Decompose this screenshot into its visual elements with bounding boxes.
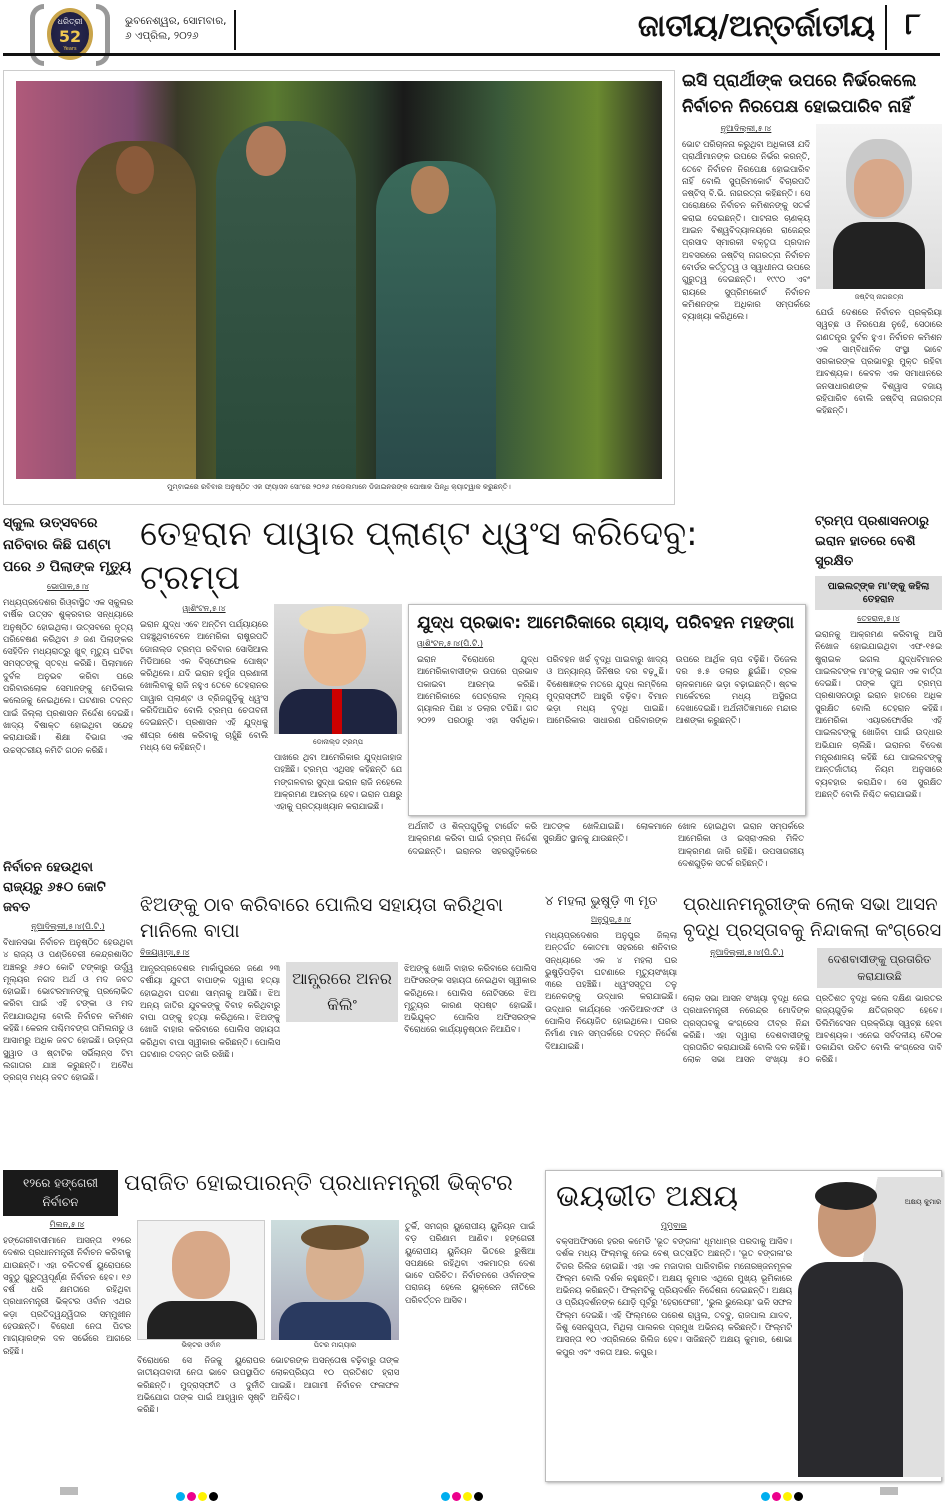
photo-caption: ଡୋନାଲ୍ଡ ଟ୍ରମ୍ପ: [312, 738, 364, 746]
main-body-2: ପାଖରେ ଥିବା ଆମେରିକାର ଯୁଦ୍ଧଜାହାଜ ପହଞ୍ଚିଛି। ଟ୍ରମ୍ପ ଏଥିସହ କହିଛନ୍ତି ଯେ ମଙ୍ଗଳବାର ସୁଦ୍ଧା ଇରାନ ରାଜି ନହେଲେ ଆକ୍ରମଣ ଆରମ୍ଭ ହେବ। ଇରାନ ପକ୍ଷରୁ ଏହାକୁ ପ୍ରତ୍ୟାଖ୍ୟାନ କରାଯାଇଛି।: [274, 752, 402, 812]
hungary-tag: ୧୨ରେ ହଙ୍ଗେରୀ ନିର୍ବାଚନ: [3, 1170, 118, 1216]
honor-box: ଆନ୍ଧ୍ରରେ ଅନର କିଲିଂ: [286, 962, 398, 1022]
collapse-story: [545, 892, 677, 1166]
trump-photo: [274, 604, 402, 734]
dateline: ଭୁବନେଶ୍ୱର, ସୋମବାର, ୬ ଏପ୍ରିଲ, ୨୦୨୬: [125, 15, 227, 42]
fashion-photo-frame: [3, 70, 675, 505]
war-impact-box: [408, 604, 806, 816]
portrait-caption: ଜଷ୍ଟିସ୍ ନାଗରତ୍ନା: [854, 293, 904, 301]
collapse-headline: ୪ ମହଲା ଭୁଷୁଡ଼ି ୩ ମୃତ: [545, 894, 658, 909]
ec-body-cont: ଯେଉଁ ଦେଶରେ ନିର୍ବାଚନ ପ୍ରକ୍ରିୟା ସ୍ୱଚ୍ଛ ଓ ନିରପେକ୍ଷ ନୁହେଁ, ସେଠାରେ ଗଣତନ୍ତ୍ର ଦୁର୍ବଳ ହୁଏ। ନିର୍ବାଚନ କମିଶନ ଏକ ସାମ୍ବିଧାନିକ ସଂସ୍ଥା ଭାବେ ସରକାରଙ୍କ ପ୍ରଭାବରୁ ମୁକ୍ତ ରହିବା ଆବଶ୍ୟକ। କେବଳ ଏକ ସମାଧାନରେ ଜନସାଧାରଣଙ୍କ ବିଶ୍ୱାସ ବଜାୟ ରହିପାରିବ ବୋଲି ଜଷ୍ଟିସ୍ ନାଗରତ୍ନା କହିଛନ୍ତି।: [816, 307, 942, 416]
main-body: ଇରାନ ଯୁଦ୍ଧ ଏବେ ଅନ୍ତିମ ପର୍ଯ୍ୟାୟରେ ପହଞ୍ଚୁଥିବାବେଳେ ଆମେରିକା ରାଷ୍ଟ୍ରପତି ଡୋନାଲ୍ଡ ଟ୍ରମ୍ପ ରବିବାର ସୋସିଆଲ ମିଡିଆରେ ଏକ ବିସ୍ଫୋରକ ପୋଷ୍ଟ କରିଥିଲେ। ଯଦି ଇରାନ ହର୍ମୁଜ ପ୍ରଣାଳୀ ଖୋଲିବାକୁ ରାଜି ନହୁଏ ତେବେ ତେହରାନର ପାୱାର ପ୍ଲାଣ୍ଟ ଓ ବ୍ରିଜଗୁଡ଼ିକୁ ଧ୍ୱଂସ କରିଦିଆଯିବ ବୋଲି ଟ୍ରମ୍ପ ଚେତାବନୀ ଦେଇଛନ୍ତି। ପ୍ରଶାସନ ଏହି ଯୁଦ୍ଧକୁ ଶୀଘ୍ର ଶେଷ କରିବାକୁ ଚାହୁଁଛି ବୋଲି ମଧ୍ୟ ସେ କହିଛନ୍ତି।: [140, 619, 268, 752]
photo-caption: ପିଟର ମାଗ୍ୟାର: [313, 1341, 357, 1349]
photo-caption: ମୁମ୍ବାଇରେ ରବିବାର ଅନୁଷ୍ଠିତ ଏକ ଫ୍ୟାସନ ସୋ'ରେ ୨୦୨୬ ମଡେଲମାନେ ଡିଜାଇନରଙ୍କ ପୋଷାକ ପିନ୍ଧି କ୍ୟାଟ୍‌ୱାକ କରୁଛନ୍ତି।: [167, 483, 511, 491]
honor-body-2: ଝିଅଙ୍କୁ ଖୋଜି ବାହାର କରିବାରେ ପୋଲିସ ଅଫିସରଙ୍କ ସହାୟତା ନେଇଥିବା ସ୍ୱୀକାର କରିଥିଲେ। ପୋଲିସ ନୋଟିସରେ ଝିଅ ମୃତ୍ୟୁର କାରଣ ସ୍ପଷ୍ଟ ହୋଇଛି। ଅଭିଯୁକ୍ତ ପୋଲିସ ଅଫିସରଙ୍କ ବିରୋଧରେ କାର୍ଯ୍ୟାନୁଷ୍ଠାନ ନିଆଯିବ।: [404, 963, 536, 1035]
hungary-body: ହଙ୍ଗେରୀବାସୀମାନେ ଆସନ୍ତା ୧୨ରେ ଦେଶର ପ୍ରଧାନମନ୍ତ୍ରୀ ନିର୍ବାଚନ କରିବାକୁ ଯାଉଛନ୍ତି। ଏହା ଚଳିତବର୍ଷ ୟୁରୋପରେ ସବୁଠୁ ଗୁରୁତ୍ୱପୂର୍ଣ୍ଣ ନିର୍ବାଚନ ହେବ। ୧୬ ବର୍ଷ ଧରି କ୍ଷମତାରେ ରହିଥିବା ପ୍ରଧାନମନ୍ତ୍ରୀ ଭିକ୍ଟର ଓର୍ବାନ ଏଥର କଡ଼ା ପ୍ରତିଦ୍ୱନ୍ଦ୍ୱିତାର ସମ୍ମୁଖୀନ ହେଉଛନ୍ତି। ବିରୋଧୀ ନେତା ପିଟର ମାଗ୍ୟାରଙ୍କ ଦଳ ସର୍ଭେରେ ଆଗରେ ରହିଛି।: [3, 1235, 131, 1356]
akshay-headline: ଭୟଭୀତ ଅକ୍ଷୟ: [556, 1179, 739, 1214]
iran-safe-subhead: ପାଇଲଟ୍‌ଙ୍କ ମା'ଙ୍କୁ କହିଲା ତେହରାନ: [815, 576, 942, 610]
akshay-photo: [798, 1177, 944, 1477]
main-body-3: ଅର୍ଥନୀତି ଓ ଶିଳ୍ପଗୁଡ଼ିକୁ ଟାର୍ଗେଟ କରି ଆକ୍ରମଣ କରିବା ପାଇଁ ଟ୍ରମ୍ପ ନିର୍ଦ୍ଦେଶ ଦେଇଛନ୍ତି। ଇରାନର ସହରଗୁଡ଼ିକରେ ଆତଙ୍କ ଖେଳିଯାଇଛି। ଲୋକମାନେ ସୁରକ୍ଷିତ ସ୍ଥାନକୁ ଯାଉଛନ୍ତି।: [408, 821, 672, 856]
registration-marks: [0, 1486, 945, 1497]
hungary-headline: ପରାଜିତ ହୋଇପାରନ୍ତି ପ୍ରଧାନମନ୍ତ୍ରୀ ଭିକ୍ଟର: [124, 1171, 513, 1196]
orban-photo: [137, 1220, 265, 1340]
nagarathna-portrait: [816, 124, 942, 289]
honor-body: ଆନ୍ଧ୍ରପ୍ରଦେଶର ମାର୍କାପୁରରେ ଜଣେ ୨୩ ବର୍ଷୀୟା ଯୁବତୀ ବାପାଙ୍କ ଦ୍ୱାରା ହତ୍ୟା ହୋଇଥିବା ଘଟଣା ସାମ୍ନାକୁ ଆସିଛି। ଝିଅ ଅନ୍ୟ ଜାତିର ଯୁବକଙ୍କୁ ବିବାହ କରିଥିବାରୁ ବାପା ତାଙ୍କୁ ହତ୍ୟା କରିଥିଲେ। ଝିଅଙ୍କୁ ଖୋଜି ବାହାର କରିବାରେ ପୋଲିସ ସହାୟତା କରିଥିବା ବାପା ସ୍ୱୀକାର କରିଛନ୍ତି। ପୋଲିସ ଘଟଣାର ତଦନ୍ତ ଜାରି ରଖିଛି।: [140, 963, 280, 1060]
school-headline: ସ୍କୁଲ ଉତ୍ସବରେ ନାଚିବାର କିଛି ଘଣ୍ଟା ପରେ ୬ ପିଲାଙ୍କ ମୃତ୍ୟୁ: [3, 515, 132, 575]
hungary-body-2: ବିରୋଧରେ ସେ ନିଜକୁ ୟୁରୋପର ଜାତୀୟତାବାଦୀ ନେତା ଭାବେ ଉପସ୍ଥାପିତ କରିଛନ୍ତି। ମୁଦ୍ରାସ୍ଫୀତି ଓ ଦୁର୍ନୀତି ଅଭିଯୋଗ ତାଙ୍କ ପାଇଁ ଆହ୍ୱାନ ସୃଷ୍ଟି କରିଛି।: [137, 1355, 265, 1415]
ec-dateline: ନୂଆଦିଲ୍ଲୀ,୫।୪: [720, 124, 772, 133]
akshay-dateline: ମୁମ୍ବାଇ: [661, 1221, 687, 1230]
header-rule: [3, 53, 940, 56]
honor-dateline: ବିଜୟୱାଡ଼ା,୫।୪: [140, 948, 190, 957]
ec-headline: ଇସି ପ୍ରାର୍ଥୀଙ୍କ ଉପରେ ନିର୍ଭରକଲେ ନିର୍ବାଚନ ନିରପେକ୍ଷ ହୋଇପାରିବ ନାହିଁ: [682, 71, 917, 117]
iran-safe-story: [815, 512, 942, 882]
iran-safe-headline: ଟ୍ରମ୍ପ ପ୍ରଶାସନଠାରୁ ଇରାନ ହାତରେ ବେଶି ସୁରକ୍ଷିତ: [815, 514, 929, 569]
fashion-photo: [16, 81, 662, 479]
seat-story: [683, 892, 942, 1166]
war-headline: ଯୁଦ୍ଧ ପ୍ରଭାବ: ଆମେରିକାରେ ଗ୍ୟାସ୍, ପରିବହନ ମହଙ୍ଗା: [417, 613, 795, 633]
hungary-body-3: ଭୋଟରଙ୍କ ଅସନ୍ତୋଷ ବଢ଼ିବାରୁ ତାଙ୍କ ଲୋକପ୍ରିୟତା ୧୦ ପ୍ରତିଶତ ହ୍ରାସ ପାଇଛି। ଆଗାମୀ ନିର୍ବାଚନ ଫଳାଫଳ ଅନିଶ୍ଚିତ।: [271, 1355, 399, 1402]
page-number: ୮: [905, 7, 921, 42]
honor-story: [140, 892, 538, 1166]
iran-safe-body: ଇରାନକୁ ଆକ୍ରମଣ କରିବାକୁ ଆସି ନିଖୋଜ ହୋଇଯାଇଥିବା ଏଫ-୧୫ଇ ଷ୍ଟ୍ରାଇକ ଇଗଲ ଯୁଦ୍ଧବିମାନର ପାଇଲଟଙ୍କ ମା'ଙ୍କୁ ଇରାନ ଏକ ବାର୍ତ୍ତା ଦେଇଛି। ତାଙ୍କ ପୁଅ ଟ୍ରମ୍ପ ପ୍ରଶାସନଠାରୁ ଇରାନ ହାତରେ ଅଧିକ ସୁରକ୍ଷିତ ବୋଲି ତେହରାନ କହିଛି। ଆମେରିକା ଏୟାରଫୋର୍ସର ଏହି ପାଇଲଟଙ୍କୁ ଖୋଜିବା ପାଇଁ ଉଦ୍ଧାର ଅଭିଯାନ ଚାଲିଛି। ଇରାନର ବିଦେଶ ମନ୍ତ୍ରଣାଳୟ କହିଛି ଯେ ପାଇଲଟଙ୍କୁ ଆନ୍ତର୍ଜାତୀୟ ନିୟମ ଅନୁସାରେ ବ୍ୟବହାର କରାଯିବ। ସେ ସୁରକ୍ଷିତ ଅଛନ୍ତି ବୋଲି ନିଶ୍ଚିତ କରାଯାଇଛି।: [815, 629, 942, 799]
photo-caption: ଅକ୍ଷୟ କୁମାର: [904, 1198, 942, 1206]
hungary-body-4: ତୁର୍କି, ସମଗ୍ର ୟୁରୋପୀୟ ୟୁନିୟନ ପାଇଁ ବଡ଼ ପରିଣାମ ଆଣିବ। ହଙ୍ଗେରୀ ୟୁରୋପୀୟ ୟୁନିୟନ ଭିତରେ ରୁଷିଆ ସପକ୍ଷରେ ରହିଥିବା ଏକମାତ୍ର ଦେଶ ଭାବେ ପରିଚିତ। ନିର୍ବାଚନରେ ଓର୍ବାନଙ୍କ ପରାଜୟ ହେଲେ ୟୁକ୍ରେନ ନୀତିରେ ପରିବର୍ତ୍ତନ ଆସିବ।: [405, 1221, 535, 1305]
honor-headline: ଝିଅଙ୍କୁ ଠାବ କରିବାରେ ପୋଲିସ ସହାୟତା କରିଥିବା ମାନିଲେ ବାପା: [140, 894, 503, 942]
hungary-dateline: ମିଲନ,୫।୪: [49, 1220, 85, 1229]
collapse-dateline: ଅନୁପୁର,୫।୪: [590, 915, 632, 924]
masthead-logo: ଧରିତ୍ରୀ 52 Years: [30, 4, 110, 66]
ec-story: [682, 68, 942, 508]
seizure-headline: ନିର୍ବାଚନ ହେଉଥିବା ରାଜ୍ୟରୁ ୬୫୦ କୋଟି ଜବତ: [3, 860, 106, 915]
divider: [885, 5, 887, 50]
war-body: ଇରାନ ବିରୋଧରେ ଯୁଦ୍ଧ ଆମେରିକାବାସୀଙ୍କ ଉପରେ ପ୍ରଭାବ ପକାଇବା ଆରମ୍ଭ କରିଛି। ଆମେରିକାରେ ପେଟ୍ରୋଲ ମୂଲ୍ୟ ଗ୍ୟାଲନ ପିଛା ୪ ଡଲାର ଟପିଛି। ଗତ ୨୦୨୨ ପରଠାରୁ ଏହା ସର୍ବାଧିକ। ପରିବହନ ଖର୍ଚ୍ଚ ବୃଦ୍ଧି ପାଇବାରୁ ଖାଦ୍ୟ ଓ ଅନ୍ୟାନ୍ୟ ଜିନିଷର ଦର ବଢ଼ୁଛି। ବିଶେଷଜ୍ଞଙ୍କ ମତରେ ଯୁଦ୍ଧ ଲମ୍ବିଲେ ମୁଦ୍ରାସ୍ଫୀତି ଆହୁରି ବଢ଼ିବ। ବିମାନ ଭଡ଼ା ମଧ୍ୟ ବୃଦ୍ଧି ପାଇଛି। ଆମେରିକାର ସାଧାରଣ ପରିବାରଙ୍କ ଉପରେ ଆର୍ଥିକ ଚାପ ବଢ଼ିଛି। ଡିଜେଲ ଦର ୫.୫ ଡଲାର ଛୁଇଁଛି। ଟ୍ରକ ଚାଳକମାନେ ଭଡ଼ା ବଢ଼ାଇଛନ୍ତି। ଷ୍ଟକ ମାର୍କେଟରେ ମଧ୍ୟ ଅସ୍ଥିରତା ଦେଖାଦେଇଛି। ଅର୍ଥନୀତିଜ୍ଞମାନେ ମନ୍ଦାର ଆଶଙ୍କା କରୁଛନ୍ତି।: [417, 654, 797, 726]
akshay-box: [545, 1170, 942, 1482]
iran-safe-dateline: ତେହରାନ,୫।୪: [857, 614, 900, 623]
seat-body: ଲୋକ ସଭା ଆସନ ସଂଖ୍ୟା ବୃଦ୍ଧି ନେଇ ପ୍ରଧାନମନ୍ତ୍ରୀ ନରେନ୍ଦ୍ର ମୋଦିଙ୍କ ପ୍ରସ୍ତାବକୁ କଂଗ୍ରେସ ତୀବ୍ର ନିନ୍ଦା କରିଛି। ଏହା ଦ୍ୱାରା ଦେଶବାସୀଙ୍କୁ ପ୍ରତାରିତ କରାଯାଉଛି ବୋଲି ଦଳ କହିଛି। ଲୋକ ସଭା ଆସନ ସଂଖ୍ୟା ୫୦ ପ୍ରତିଶତ ବୃଦ୍ଧି କଲେ ଦକ୍ଷିଣ ଭାରତର ରାଜ୍ୟଗୁଡ଼ିକ କ୍ଷତିଗ୍ରସ୍ତ ହେବେ। ଡିଲିମିଟେସନ ପ୍ରକ୍ରିୟା ସ୍ୱଚ୍ଛ ହେବା ଆବଶ୍ୟକ। ଏନେଇ ସର୍ବଦଳୀୟ ବୈଠକ ଡକାଯିବା ଉଚିତ ବୋଲି କଂଗ୍ରେସ ଦାବି କରିଛି।: [683, 993, 942, 1065]
seat-headline: ପ୍ରଧାନମନ୍ତ୍ରୀଙ୍କ ଲୋକ ସଭା ଆସନ ବୃଦ୍ଧି ପ୍ରସ୍ତାବକୁ ନିନ୍ଦାକଲା କଂଗ୍ରେସ: [683, 894, 942, 941]
school-dateline: ଭୋପାଳ,୫।୪: [47, 582, 89, 591]
hungary-story: [3, 1170, 538, 1482]
seizure-body: ବିଧାନସଭା ନିର୍ବାଚନ ଅନୁଷ୍ଠିତ ହେଉଥିବା ୪ ରାଜ୍ୟ ଓ ପଣ୍ଡିଚେରୀ କେନ୍ଦ୍ରଶାସିତ ଅଞ୍ଚଳରୁ ୬୫୦ କୋଟି ଟଙ୍କାରୁ ଉର୍ଦ୍ଧ୍ୱ ମୂଲ୍ୟର ନଗଦ ଅର୍ଥ ଓ ମଦ ଜବତ ହୋଇଛି। ଭୋଟରମାନଙ୍କୁ ପ୍ରଲୋଭିତ କରିବା ପାଇଁ ଏହି ଟଙ୍କା ଓ ମଦ ନିଆଯାଉଥିଲା ବୋଲି ନିର୍ବାଚନ କମିଶନ କହିଛି। କେରଳ ପଶ୍ଚିମବଙ୍ଗ ତାମିଲନାଡୁ ଓ ଆସାମରୁ ଅଧିକ ଜବତ ହୋଇଛି। ଉଡ଼ନ୍ତା ସ୍କ୍ୱାଡ ଓ ଷ୍ଟାଟିକ ସର୍ଭିଲାନ୍ସ ଟିମ ଲଗାତାର ଯାଞ୍ଚ କରୁଛନ୍ତି। ଅବୈଧ ଡ୍ରଗ୍ସ ମଧ୍ୟ ଜବତ ହୋଇଛି।: [3, 937, 133, 1083]
photo-caption: ଭିକ୍ଟର ଓର୍ବାନ: [181, 1341, 221, 1349]
main-story: [140, 512, 808, 882]
ec-body: ଭୋଟ ପରିଚାଳନା କରୁଥିବା ଅଧିକାରୀ ଯଦି ପ୍ରାର୍ଥୀମାନଙ୍କ ଉପରେ ନିର୍ଭର କରନ୍ତି, ତେବେ ନିର୍ବାଚନ ନିରପେକ୍ଷ ହୋଇପାରିବ ନାହିଁ ବୋଲି ସୁପ୍ରିମକୋର୍ଟ ବିଚାରପତି ଜଷ୍ଟିସ୍ ବି.ଭି. ନାଗରତ୍ନା କହିଛନ୍ତି। ସେ ପରୋକ୍ଷରେ ନିର୍ବାଚନ କମିଶନଙ୍କୁ ସତର୍କ କରାଇ ଦେଇଛନ୍ତି। ପାଟନାର ଚାଣକ୍ୟ ଆଇନ ବିଶ୍ୱବିଦ୍ୟାଳୟରେ ରାଜେନ୍ଦ୍ର ପ୍ରସାଦ ସ୍ମାରକୀ ବକ୍ତୃତା ପ୍ରଦାନ ଅବସରରେ ଜଷ୍ଟିସ୍ ନାଗରତ୍ନା ନିର୍ବାଚନ ବୋର୍ଡର କର୍ତ୍ତୃତ୍ୱ ଓ ସ୍ୱାଧୀନତା ଉପରେ ଗୁରୁତ୍ୱ ଦେଇଛନ୍ତି। ୧୯୯୦ ଏବଂ ରାୟରେ ସୁପ୍ରିମକୋର୍ଟ ନିର୍ବାଚନ କମିଶନଙ୍କ ଅଧିକାର ସମ୍ପର୍କରେ ବ୍ୟାଖ୍ୟା କରିଥିଲେ।: [682, 139, 810, 322]
school-story: [3, 512, 133, 854]
main-dateline: ୱାଶିଂଟନ,୫।୪: [182, 604, 226, 613]
akshay-body: ବକ୍ସଅଫିସରେ ହରର କମେଡି 'ଭୂତ ବଙ୍ଗଳା' ଧୂମଧାମ୍ର ପରଦାକୁ ଆସିବ। ଦର୍ଶକ ମଧ୍ୟ ଫିଲ୍ମକୁ ନେଇ ବେଶ୍ ଉତ୍ସାହିତ ଅଛନ୍ତି। 'ଭୂତ ବଙ୍ଗଳା'ର ଟିଜର ରିଲିଜ ହୋଇଛି। ଏହା ଏକ ମଜାଦାର ପାରିବାରିକ ମନୋରଞ୍ଜନମୂଳକ ଫିଲ୍ମ ବୋଲି ଦର୍ଶକ କହୁଛନ୍ତି। ଅକ୍ଷୟ କୁମାର ଏଥିରେ ମୁଖ୍ୟ ଭୂମିକାରେ ଅଭିନୟ କରିଛନ୍ତି। ଫିଲ୍ମଟିକୁ ପ୍ରିୟଦର୍ଶନ ନିର୍ଦ୍ଦେଶନା ଦେଇଛନ୍ତି। ଅକ୍ଷୟ ଓ ପ୍ରିୟଦର୍ଶନଙ୍କ ଯୋଡ଼ି ପୂର୍ବରୁ 'ହେରାଫେରୀ', 'ଭୁଲ ଭୁଲେୟା' ଭଳି ସଫଳ ଫିଲ୍ମ ଦେଇଛି। ଏହି ଫିଲ୍ମରେ ପରେଶ ରାୱଲ, ତବ୍ବୁ, ରାଜପାଲ ଯାଦବ, ଜିଶୁ ସେନଗୁପ୍ତା, ମିଥିଲା ପାଲକର ପ୍ରମୁଖ ଅଭିନୟ କରିଛନ୍ତି। ଫିଲ୍ମଟି ଆସନ୍ତା ୧୦ ଏପ୍ରିଲରେ ରିଲିଜ ହେବ। ସାଜିଛନ୍ତି ଅକ୍ଷୟ କୁମାର, ଶୋଭା କପୁର ଏବଂ ଏକତା ଆର. କପୁର।: [556, 1236, 792, 1357]
seat-box: ଦେଶବାସୀଙ୍କୁ ପ୍ରତାରିତ କରାଯାଉଛି: [817, 948, 942, 988]
collapse-body: ମଧ୍ୟପ୍ରଦେଶର ଅନୁପୁର ଜିଲ୍ଲା ଅନ୍ତର୍ଗତ କୋତମା ସହରରେ ଶନିବାର ସନ୍ଧ୍ୟାରେ ଏକ ୪ ମହଲା ଘର ଭୁଷୁଡ଼ିପଡ଼ିବା ଘଟଣାରେ ମୃତ୍ୟୁସଂଖ୍ୟା ୩ରେ ପହଞ୍ଚିଛି। ଧ୍ୱଂସସ୍ତୂପ ତଳୁ ଅନେକଙ୍କୁ ଉଦ୍ଧାର କରାଯାଇଛି। ଉଦ୍ଧାର କାର୍ଯ୍ୟରେ ଏନଡିଆରଏଫ ଓ ପୋଲିସ ନିୟୋଜିତ ହୋଇଥିଲେ। ଘରର ନିର୍ମାଣ ମାନ ସମ୍ପର୍କରେ ତଦନ୍ତ ନିର୍ଦ୍ଦେଶ ଦିଆଯାଇଛି।: [545, 930, 677, 1051]
magyar-photo: [271, 1220, 399, 1340]
school-body: ମଧ୍ୟପ୍ରଦେଶର ରିଓ୍ବାସ୍ଥିତ ଏକ ସ୍କୁଲର ବାର୍ଷିକ ଉତ୍ସବ ଶୁକ୍ରବାର ସନ୍ଧ୍ୟାରେ ଅନୁଷ୍ଠିତ ହୋଇଥିଲା। ଉତ୍ସବରେ ନୃତ୍ୟ ପରିବେଷଣ କରିଥିବା ୬ ଜଣ ପିଲାଙ୍କର ସେହିଦିନ ମଧ୍ୟରାତ୍ରୁ ଖୁବ୍ ମୃତ୍ୟୁ ଘଟିବା ସମସ୍ତଙ୍କୁ ସ୍ତବ୍ଧ କରିଛି। ପିଲାମାନେ ଦୁର୍ବଳ ଅନୁଭବ କରିବା ପରେ ପରିବାରଲୋକ ସେମାନଙ୍କୁ ମେଡିକାଲ କଲେଜକୁ ନେଇଥିଲେ। ଘଟଣାର ତଦନ୍ତ ପାଇଁ ଜିଲ୍ଲା ପ୍ରଶାସନ ନିର୍ଦ୍ଦେଶ ଦେଇଛି। ଖାଦ୍ୟ ବିଷାକ୍ତ ହୋଇଥିବା ସନ୍ଦେହ କରାଯାଉଛି। ଶିକ୍ଷା ବିଭାଗ ଏକ ଉଚ୍ଚସ୍ତରୀୟ କମିଟି ଗଠନ କରିଛି।: [3, 597, 133, 755]
main-body-4: ଖୋଳ ହୋଇଥିବା ଇରାନ ସମ୍ପର୍କରେ ଆମେରିକା ଓ ଇସ୍ରାଏଲର ମିଳିତ ଆକ୍ରମଣ ଜାରି ରହିଛି। ଉପସାଗରୀୟ ଦେଶଗୁଡ଼ିକ ସତର୍କ ରହିଛନ୍ତି।: [678, 821, 804, 868]
section-title: ଜାତୀୟ/ଅନ୍ତର୍ଜାତୀୟ: [637, 9, 875, 44]
divider: [234, 10, 236, 50]
main-headline: ତେହରାନ ପାୱାର ପ୍ଲାଣ୍ଟ ଧ୍ୱଂସ କରିଦେବୁ: ଟ୍ରମ୍ପ: [140, 514, 698, 598]
seat-dateline: ନୂଆଦିଲ୍ଲୀ,୫।୪(ପି.ଟି.): [710, 948, 784, 957]
seizure-dateline: ନୂଆଦିଲ୍ଲୀ,୫।୪(ପି.ଟି.): [31, 922, 105, 931]
seizure-story: [3, 858, 133, 1166]
war-dateline: ୱାଶିଂଟନ,୫।୪(ପି.ଟି.): [417, 639, 484, 648]
